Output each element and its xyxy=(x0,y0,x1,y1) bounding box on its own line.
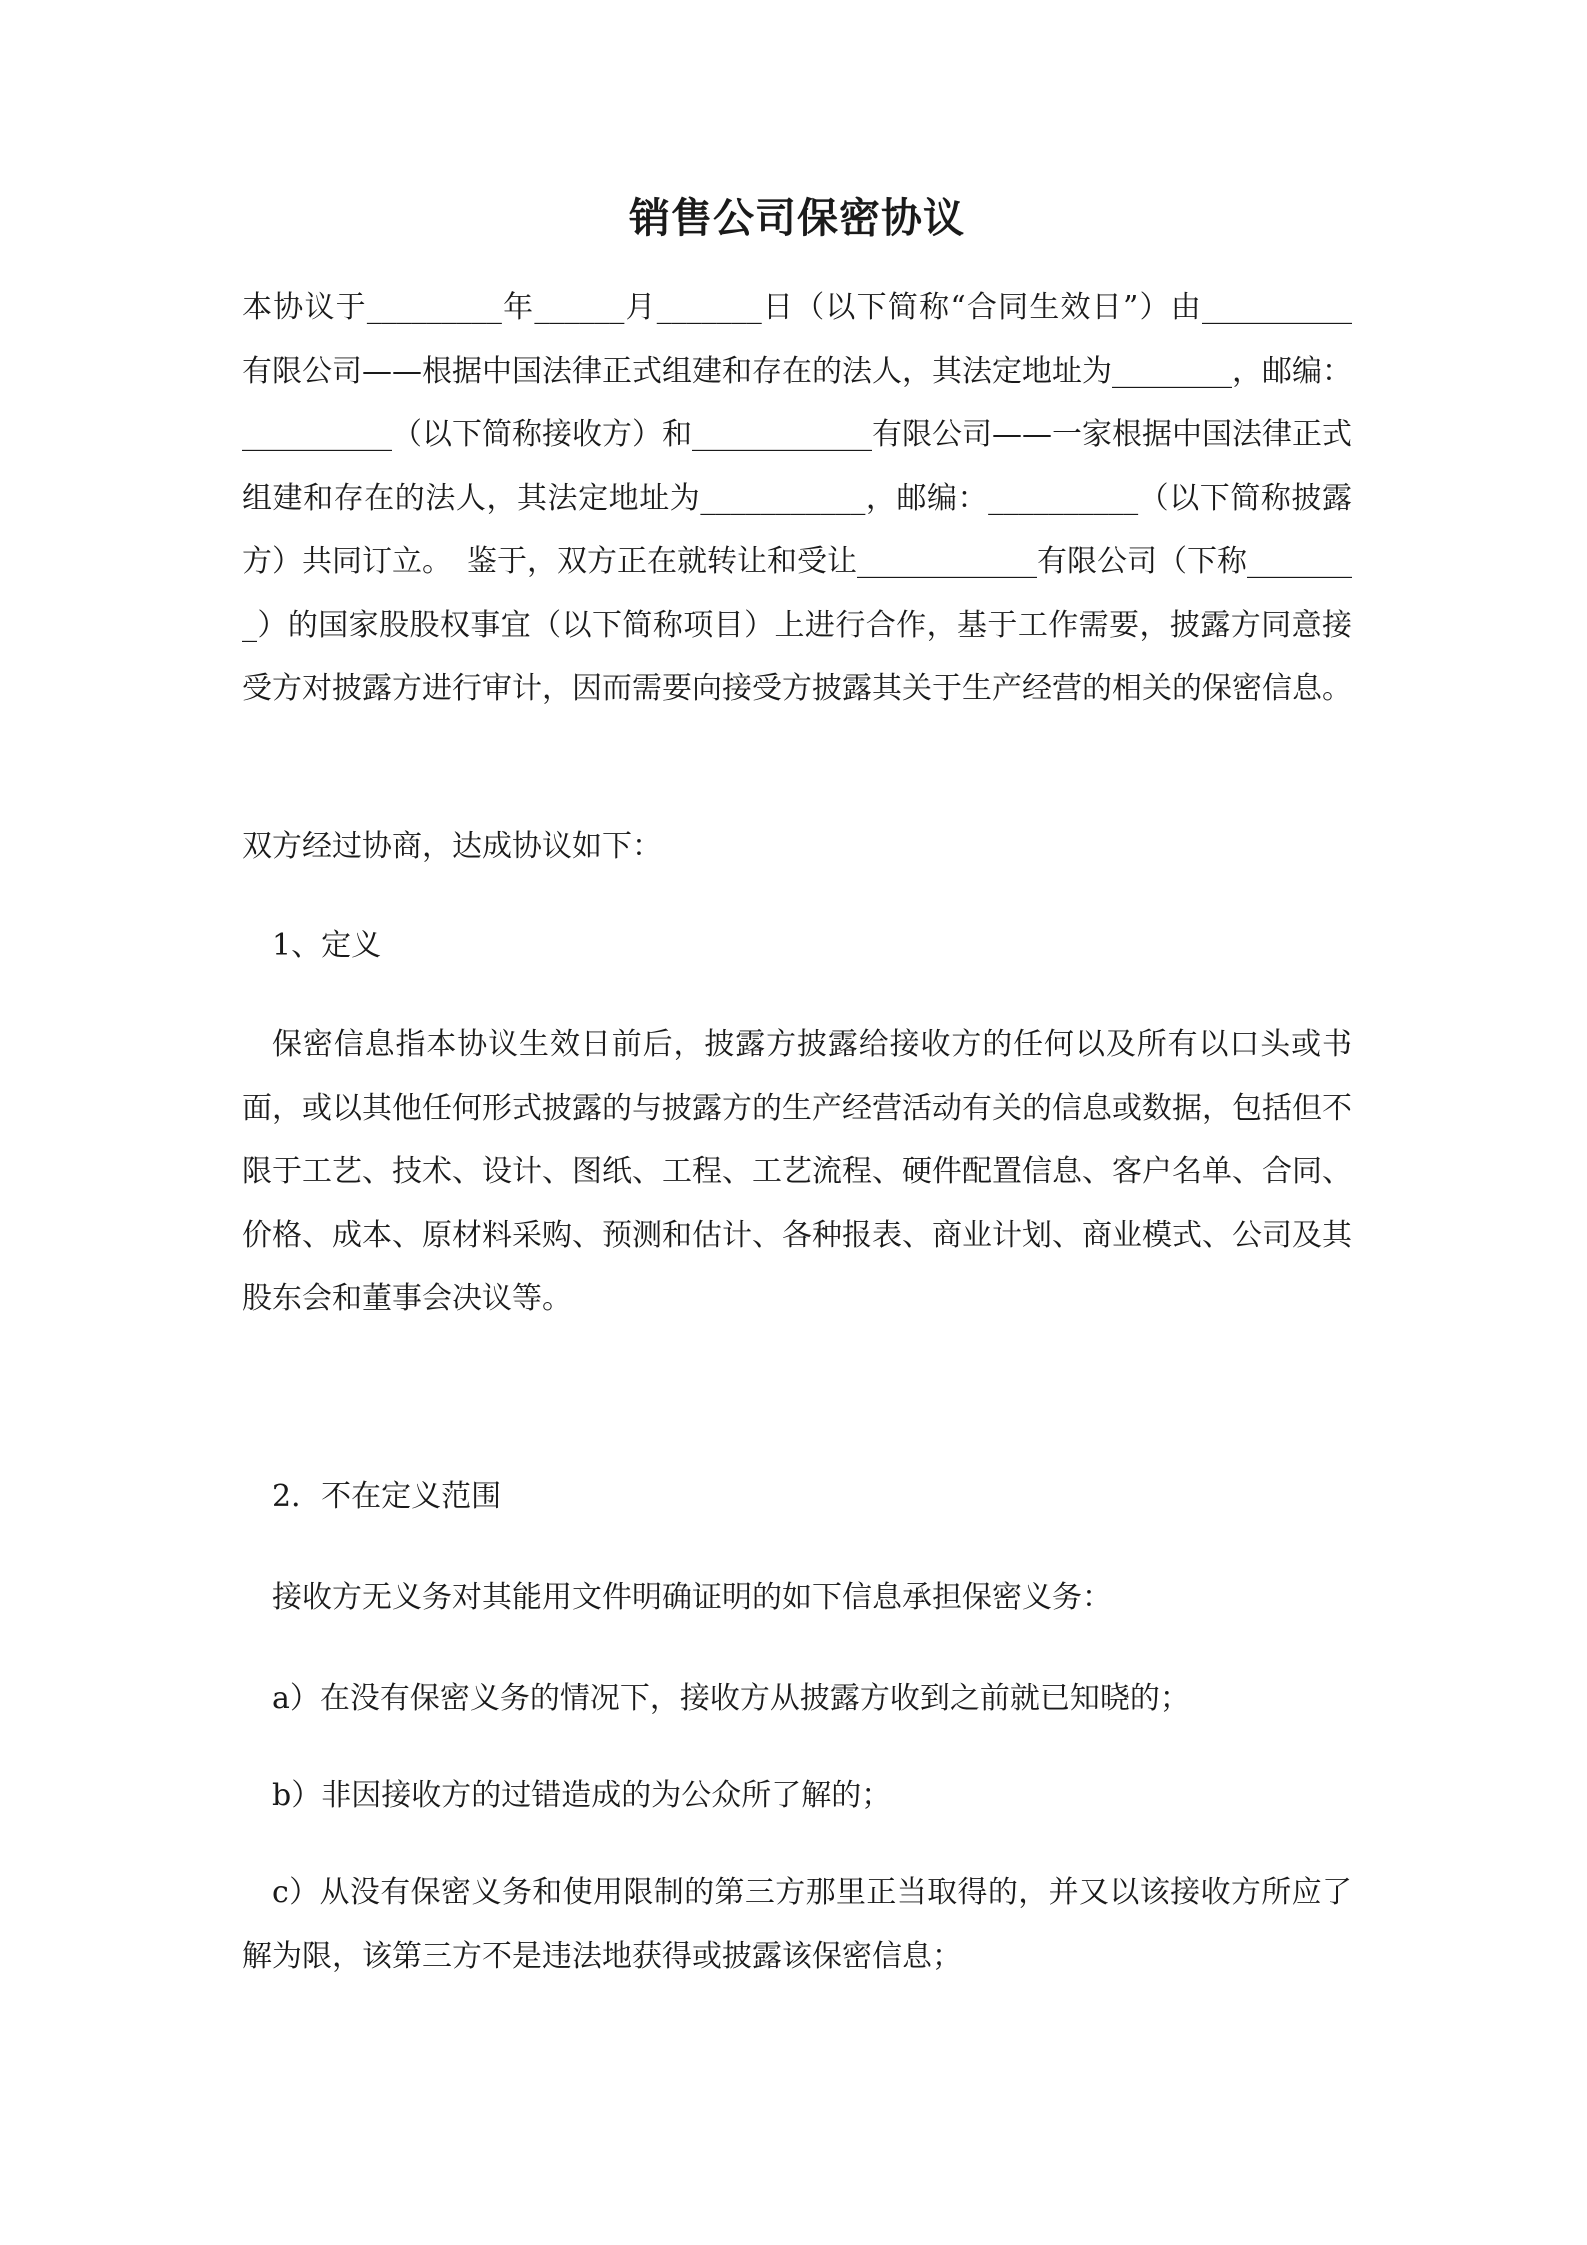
intro-paragraph: 本协议于_________年______月_______日（以下简称“合同生效日”）由__________有限公司——根据中国法律正式组建和存在的法人，其法定地址为________，邮编：__________（以下简称接收方）和____________有限公司——一家根据中国法律正式组建和存在的法人，其法定地址为___________，邮编：__________（以下简称披露方）共同订立。 鉴于，双方正在就转让和受让____________有限公司（下称________）的国家股股权事宜（以下简称项目）上进行合作，基于工作需要，披露方同意接受方对披露方进行审计，因而需要向接受方披露其关于生产经营的相关的保密信息。 xyxy=(242,290,1352,706)
agreement-statement: 双方经过协商，达成协议如下： xyxy=(242,829,662,864)
section-1-body: 保密信息指本协议生效日前后，披露方披露给接收方的任何以及所有以口头或书面，或以其他任何形式披露的与披露方的生产经营活动有关的信息或数据，包括但不限于工艺、技术、设计、图纸、工程、工艺流程、硬件配置信息、客户名单、合同、价格、成本、原材料采购、预测和估计、各种报表、商业计划、商业模式、公司及其股东会和董事会决议等。 xyxy=(242,1027,1352,1316)
section-2-intro: 接收方无义务对其能用文件明确证明的如下信息承担保密义务： xyxy=(272,1580,1112,1615)
list-item-b: b）非因接收方的过错造成的为公众所了解的； xyxy=(272,1778,892,1813)
document-title: 销售公司保密协议 xyxy=(629,194,965,242)
section-2-heading: 2．不在定义范围 xyxy=(272,1479,502,1514)
section-1-heading: 1、定义 xyxy=(272,928,382,963)
list-item-a: a）在没有保密义务的情况下，接收方从披露方收到之前就已知晓的； xyxy=(272,1681,1190,1716)
list-item-c: c）从没有保密义务和使用限制的第三方那里正当取得的，并又以该接收方所应了解为限，该第三方不是违法地获得或披露该保密信息； xyxy=(242,1875,1352,1974)
